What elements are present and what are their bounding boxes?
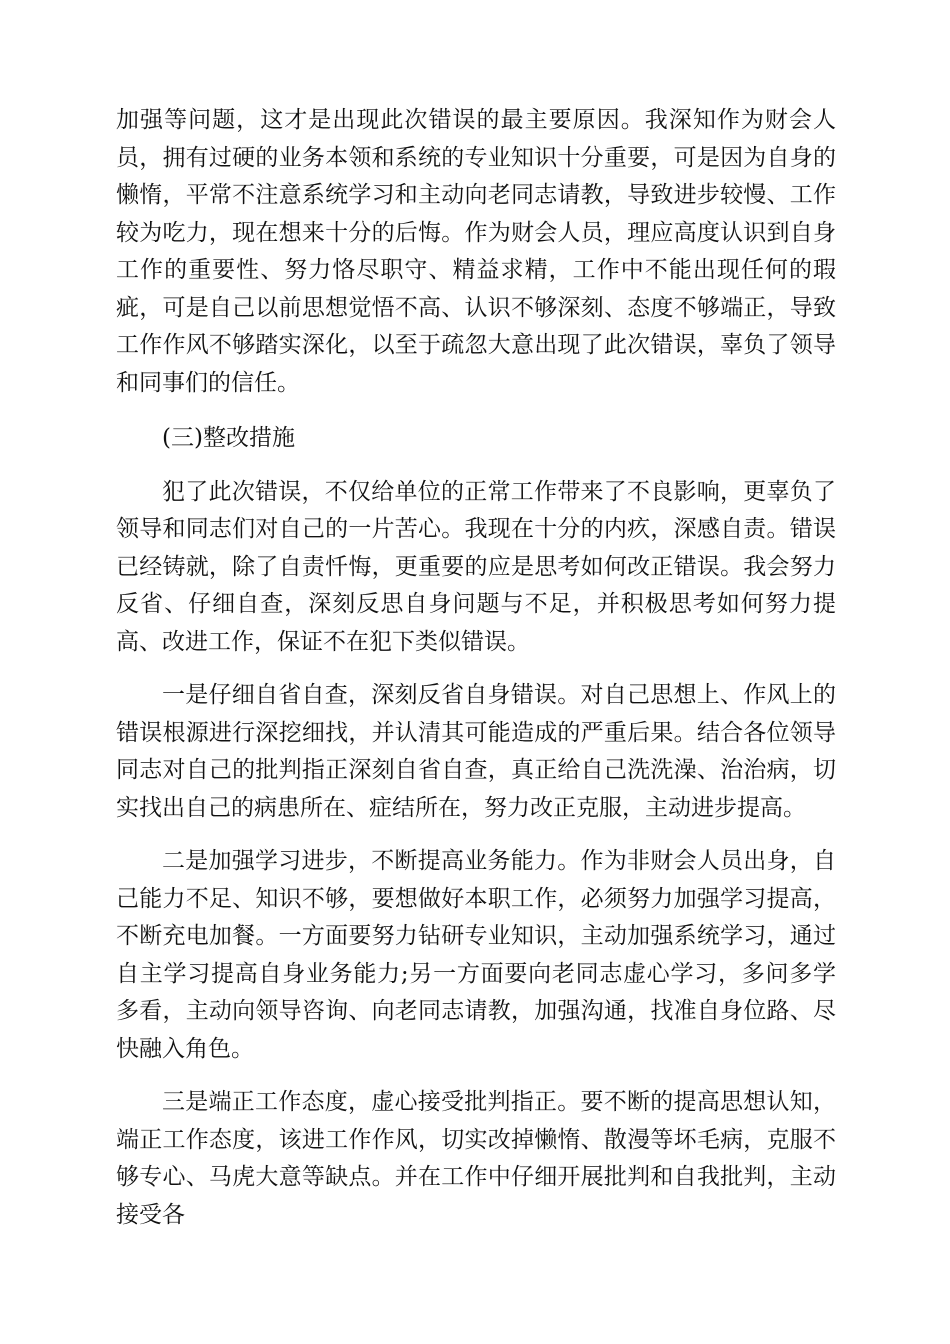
section-heading: (三)整改措施 [162,425,295,451]
document-body [116,102,836,1234]
paragraph-continuation: 加强等问题，这才是出现此次错误的最主要原因。我深知作为财会人员，拥有过硬的业务本领和系统的专业知识十分重要，可是因为自身的懒惰，平常不注意系统学习和主动向老同志请教，导致进步较慢、工作较为吃力，现在想来十分的后悔。作为财会人员，理应高度认识到自身工作的重要性、努力恪尽职守、精益求精，工作中不能出现任何的瑕疵，可是自己以前思想觉悟不高、认识不够深刻、态度不够端正，导致工作作风不够踏实深化，以至于疏忽大意出现了此次错误，辜负了领导和同事们的信任。 [116,107,836,396]
paragraph-measure-three: 三是端正工作态度，虚心接受批判指正。要不断的提高思想认知，端正工作态度，该进工作作风，切实改掉懒惰、散漫等坏毛病，克服不够专心、马虎大意等缺点。并在工作中仔细开展批判和自我批判，主动接受各 [116,1089,836,1228]
paragraph-reflection: 犯了此次错误，不仅给单位的正常工作带来了不良影响，更辜负了领导和同志们对自己的一片苦心。我现在十分的内疚，深感自责。错误已经铸就，除了自责忏悔，更重要的应是思考如何改正错误。我会努力反省、仔细自查，深刻反思自身问题与不足，并积极思考如何努力提高、改进工作，保证不在犯下类似错误。 [116,478,836,655]
paragraph-measure-two: 二是加强学习进步，不断提高业务能力。作为非财会人员出身，自己能力不足、知识不够，要想做好本职工作，必须努力加强学习提高，不断充电加餐。一方面要努力钻研专业知识，主动加强系统学习，通过自主学习提高自身业务能力;另一方面要向老同志虚心学习，多问多学多看，主动向领导咨询、向老同志请教，加强沟通，找准自身位路、尽快融入角色。 [116,848,836,1062]
paragraph-measure-one: 一是仔细自省自查，深刻反省自身错误。对自己思想上、作风上的错误根源进行深挖细找，并认清其可能造成的严重后果。结合各位领导同志对自己的批判指正深刻自省自查，真正给自己洗洗澡、治治病，切实找出自己的病患所在、症结所在，努力改正克服，主动进步提高。 [116,682,836,821]
